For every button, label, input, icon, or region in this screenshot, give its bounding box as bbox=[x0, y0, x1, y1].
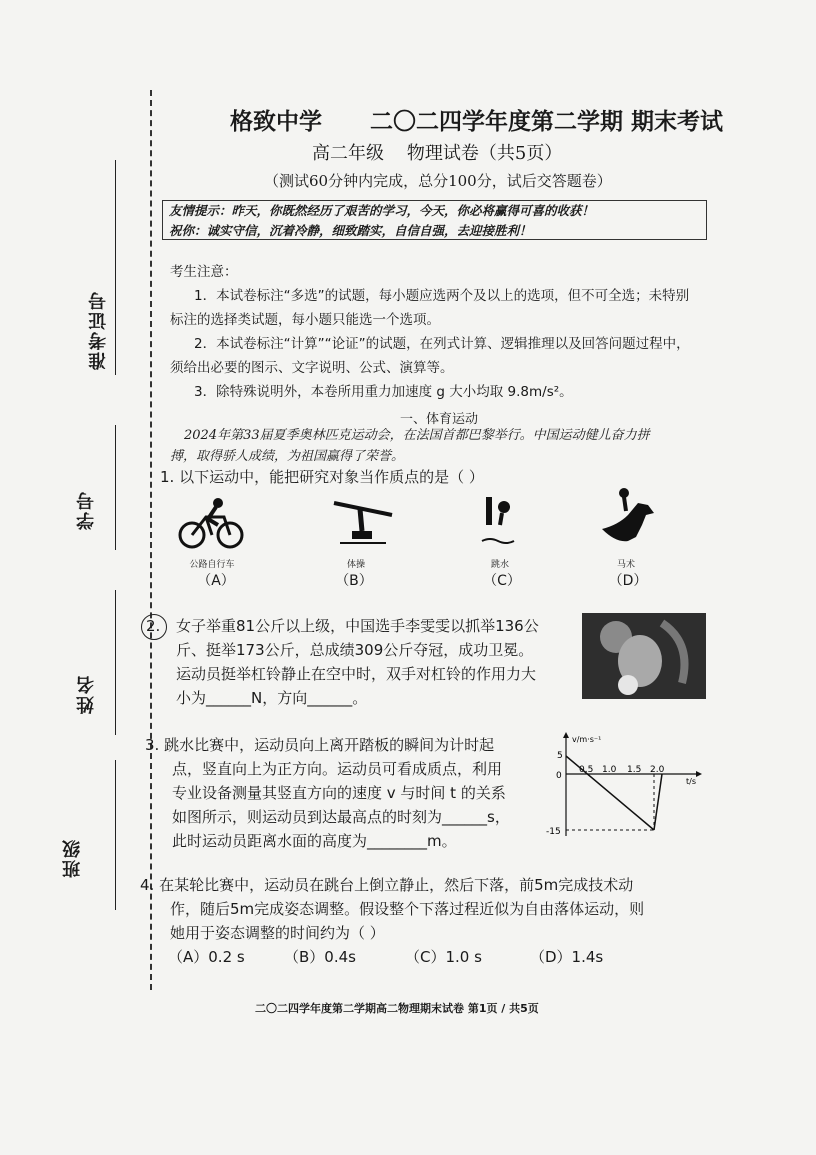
tip-line-2: 祝你：诚实守信，沉着冷静，细致踏实，自信自强，去迎接胜利！ bbox=[169, 223, 532, 238]
q2-line-2: 斤、挺举173公斤，总成绩309公斤夺冠，成功卫冕。 bbox=[176, 641, 534, 659]
diving-icon bbox=[480, 493, 520, 549]
q4-line-2: 作，随后5m完成姿态调整。假设整个下落过程近似为自由落体运动，则 bbox=[170, 900, 645, 918]
page-footer: 二〇二四学年度第二学期高二物理期末试卷 第1页 / 共5页 bbox=[255, 1002, 539, 1015]
graph-origin: 0 bbox=[556, 771, 562, 781]
section-intro-1: 2024年第33届夏季奥林匹克运动会，在法国首都巴黎举行。中国运动健儿奋力拼 bbox=[184, 428, 650, 443]
equestrian-icon bbox=[598, 485, 658, 547]
q4-text bbox=[140, 873, 740, 945]
caption-b: 体操 bbox=[346, 560, 365, 570]
option-a: （A） bbox=[197, 573, 235, 589]
graph-y-pos: 5 bbox=[557, 751, 563, 761]
vt-graph bbox=[540, 728, 710, 840]
option-b: （B） bbox=[335, 573, 373, 589]
class-line bbox=[115, 760, 116, 910]
q3-line-2: 点，竖直向上为正方向。运动员可看成质点，利用 bbox=[172, 760, 503, 778]
tip-line-1: 友情提示：昨天，你既然经历了艰苦的学习，今天，你必将赢得可喜的收获！ bbox=[169, 203, 595, 218]
q3-line-5: 此时运动员距离水面的高度为________m。 bbox=[172, 832, 457, 850]
q4-line-1: 4. 在某轮比赛中，运动员在跳台上倒立静止，然后下落，前5m完成技术动 bbox=[140, 876, 634, 894]
instruction-2a: 2．本试卷标注“计算”“论证”的试题，在列式计算、逻辑推理以及回答问题过程中， bbox=[194, 336, 690, 352]
caption-c: 跳水 bbox=[490, 560, 509, 570]
option-c: （C） bbox=[483, 573, 521, 589]
option-d: （D） bbox=[608, 573, 648, 589]
instruction-1b: 标注的选择类试题，每小题只能选一个选项。 bbox=[170, 312, 440, 328]
section-intro-2: 搏，取得骄人成绩，为祖国赢得了荣誉。 bbox=[170, 449, 405, 464]
tip-box bbox=[162, 200, 707, 240]
exam-no-line bbox=[115, 160, 116, 375]
q4-line-3: 她用于姿态调整的时间约为（ ） bbox=[170, 924, 385, 942]
caption-d: 马术 bbox=[616, 560, 635, 570]
section-intro bbox=[170, 425, 715, 467]
student-no-line bbox=[115, 425, 116, 550]
instructions bbox=[170, 260, 730, 404]
q3-line-4: 如图所示，则运动员到达最高点的时刻为______s， bbox=[172, 808, 510, 826]
instructions-heading: 考生注意： bbox=[170, 264, 238, 280]
exam-note: （测试60分钟内完成，总分100分，试后交答题卷） bbox=[264, 172, 612, 190]
graph-ylabel: v/m·s⁻¹ bbox=[572, 735, 602, 744]
instruction-3: 3．除特殊说明外，本卷所用重力加速度 g 大小均取 9.8m/s²。 bbox=[194, 384, 573, 400]
q1-text: 1. 以下运动中，能把研究对象当作质点的是（ ） bbox=[160, 468, 484, 486]
binding-dashed-line bbox=[150, 90, 152, 990]
name-line bbox=[115, 590, 116, 735]
q4-option-b: （B）0.4s bbox=[284, 948, 356, 966]
cycling-icon bbox=[178, 495, 244, 551]
instruction-2b: 须给出必要的图示、文字说明、公式、演算等。 bbox=[170, 360, 454, 376]
graph-xlabel: t/s bbox=[686, 777, 696, 786]
class-label: 班级 bbox=[62, 838, 83, 878]
q2-text bbox=[176, 614, 581, 710]
q2-line-4: 小为______N，方向______。 bbox=[176, 689, 368, 707]
q2-line-1: 女子举重81公斤以上级，中国选手李雯雯以抓举136公 bbox=[176, 617, 539, 635]
page-subtitle: 高二年级 物理试卷（共5页） bbox=[312, 143, 563, 164]
page-title: 格致中学 二〇二四学年度第二学期 期末考试 bbox=[230, 108, 724, 135]
gymnastics-icon bbox=[330, 497, 396, 547]
q4-option-c: （C）1.0 s bbox=[405, 948, 482, 966]
exam-no-label: 准考证号 bbox=[88, 290, 109, 370]
graph-xtick-2: 1.0 bbox=[602, 765, 617, 775]
q2-number: 2. bbox=[146, 617, 161, 635]
graph-xtick-3: 1.5 bbox=[627, 765, 642, 775]
q3-line-1: 3. 跳水比赛中，运动员向上离开踏板的瞬间为计时起 bbox=[145, 736, 495, 754]
q4-option-d: （D）1.4s bbox=[530, 948, 604, 966]
graph-xtick-4: 2.0 bbox=[650, 765, 665, 775]
q2-line-3: 运动员挺举杠铃静止在空中时，双手对杠铃的作用力大 bbox=[176, 665, 537, 683]
caption-a: 公路自行车 bbox=[189, 560, 235, 570]
weightlifter-photo bbox=[582, 613, 706, 699]
graph-xtick-1: 0.5 bbox=[579, 765, 594, 775]
graph-y-neg: -15 bbox=[546, 827, 561, 837]
q3-text bbox=[145, 733, 545, 853]
instruction-1a: 1．本试卷标注“多选”的试题，每小题应选两个及以上的选项，但不可全选；未特别 bbox=[194, 288, 690, 304]
q3-line-3: 专业设备测量其竖直方向的速度 v 与时间 t 的关系 bbox=[172, 784, 506, 802]
graph-line-stop bbox=[654, 774, 662, 830]
name-label: 姓名 bbox=[76, 674, 97, 714]
section-heading: 一、体育运动 bbox=[400, 412, 479, 427]
student-no-label: 学号 bbox=[76, 490, 97, 530]
q4-option-a: （A）0.2 s bbox=[168, 948, 245, 966]
